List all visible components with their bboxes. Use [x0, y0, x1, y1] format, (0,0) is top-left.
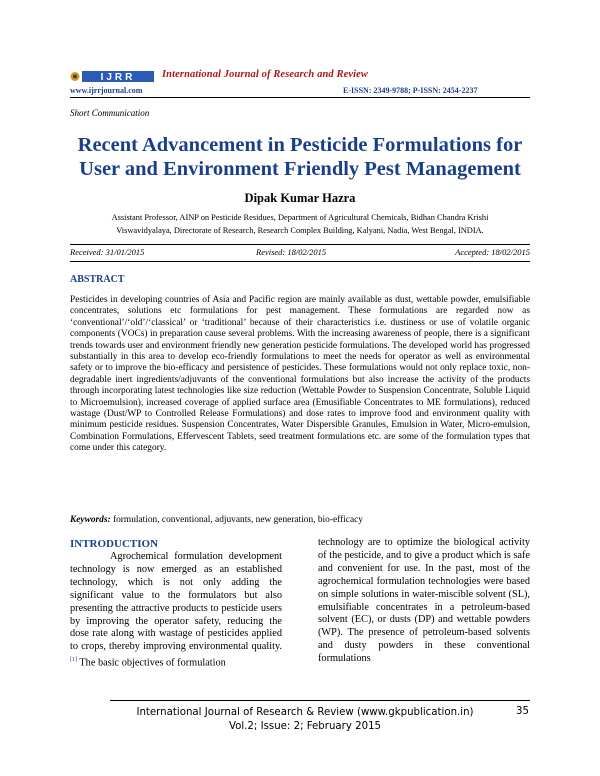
- keywords: [70, 515, 530, 525]
- revised-date: Revised: 18/02/2015: [256, 247, 327, 257]
- dates-divider-bottom: [70, 261, 530, 262]
- header-divider: [70, 97, 530, 98]
- citation-ref[interactable]: [1]: [70, 657, 77, 664]
- dates-divider-top: [70, 244, 530, 245]
- journal-website-link[interactable]: www.ijrrjournal.com: [70, 86, 143, 95]
- abstract-heading: ABSTRACT: [70, 274, 125, 285]
- keywords-text: formulation, conventional, adjuvants, new generation, bio-efficacy: [110, 515, 363, 525]
- intro-text-continued: The basic objectives of formulation: [79, 657, 226, 669]
- intro-paragraph: [70, 551, 282, 671]
- intro-left-column: [70, 537, 282, 671]
- journal-header: [70, 70, 540, 84]
- article-dates: [70, 247, 530, 258]
- issn-info: E-ISSN: 2349-9788; P-ISSN: 2454-2237: [343, 86, 478, 95]
- page-number: 35: [516, 706, 529, 717]
- intro-text: Agrochemical formulation development technology is now emerged as an established technology, which is not only adding the significant value to the formulators but also presenting the attractive products to pesticide users by improving the operator safety, reducing the dose rate along with wastage of pesticides applied to crops, thereby improving environmental quality.: [70, 551, 282, 653]
- svg-text:IJRR: IJRR: [100, 72, 136, 83]
- footer-journal: International Journal of Research & Review (www.gkpublication.in): [136, 707, 474, 718]
- article-title: Recent Advancement in Pesticide Formulations for User and Environment Friendly Pest Management: [77, 134, 523, 180]
- author-affiliation: Assistant Professor, AINP on Pesticide Residues, Department of Agricultural Chemicals, Bidhan Chandra Krishi Viswavidyalaya, Directorate of Research, Research Complex Building, Kalyani, Nadia, West Bengal, INDIA.: [111, 213, 489, 235]
- author-name: Dipak Kumar Hazra: [244, 191, 356, 205]
- journal-name: International Journal of Research and Review: [162, 69, 368, 80]
- intro-heading: INTRODUCTION: [70, 538, 159, 550]
- article-type: Short Communication: [70, 108, 150, 118]
- footer-divider: [110, 700, 530, 701]
- journal-logo: [70, 70, 156, 83]
- abstract-body: Pesticides in developing countries of Asia and Pacific region are mainly available as dust, wettable powder, emulsifiable concentrates, solutions etc formulations for pest management. These formulations are regarded now as ‘conventional’/‘old’/‘classical’ or ‘traditional’ because of their characteristics i.e. dustiness or use of volatile organic components (VOCs) in preparation cause several problems. With the increasing awareness of people, there is a significant trends towards user and environment friendly new generation pesticide formulations. The developed world has progressed substantially in this area to develop eco-friendly formulations to meet the needs for operator as well as environmental safety or to improve the bio-efficacy and persistence of pesticides. These formulations would not only replace toxic, non-degradable inert ingredients/adjuvants of the conventional formulations but also increase the activity of the products through incorporating latest technologies like size reduction (Wettable Powder to Suspension Concentrate, Soluble Liquid to Microemulsion), increased coverage of applied surface area (Emusifiable Concentrates to ME formulations), reduced wastage (Dust/WP to Controlled Release Formulations) and dose rates to improve food and environment quality with minimum pesticide residues. Suspension Concentrates, Water Dispersible Granules, Emulsion in Water, Micro-emulsion, Combination Formulations, Effervescent Tablets, seed treatment formulations etc. are some of the formulation types that come under this category.: [70, 295, 530, 454]
- accepted-date: Accepted: 18/02/2015: [455, 247, 530, 257]
- intro-right-column: technology are to optimize the biological activity of the pesticide, and to give a product which is safe and convenient for use. In the past, most of the agrochemical formulation technologies were based on simple solutions in water-miscible solvent (SL), emulsifiable concentrates in a petroleum-based solvent (EC), or dusts (DP) and wettable powders (WP). The presence of petroleum-based solvents and dusty powders in these conventional formulations: [318, 537, 530, 665]
- keywords-label: Keywords:: [70, 515, 111, 525]
- footer-volume: Vol.2; Issue: 2; February 2015: [228, 721, 382, 732]
- received-date: Received: 31/01/2015: [70, 247, 145, 257]
- page-footer: [110, 706, 500, 734]
